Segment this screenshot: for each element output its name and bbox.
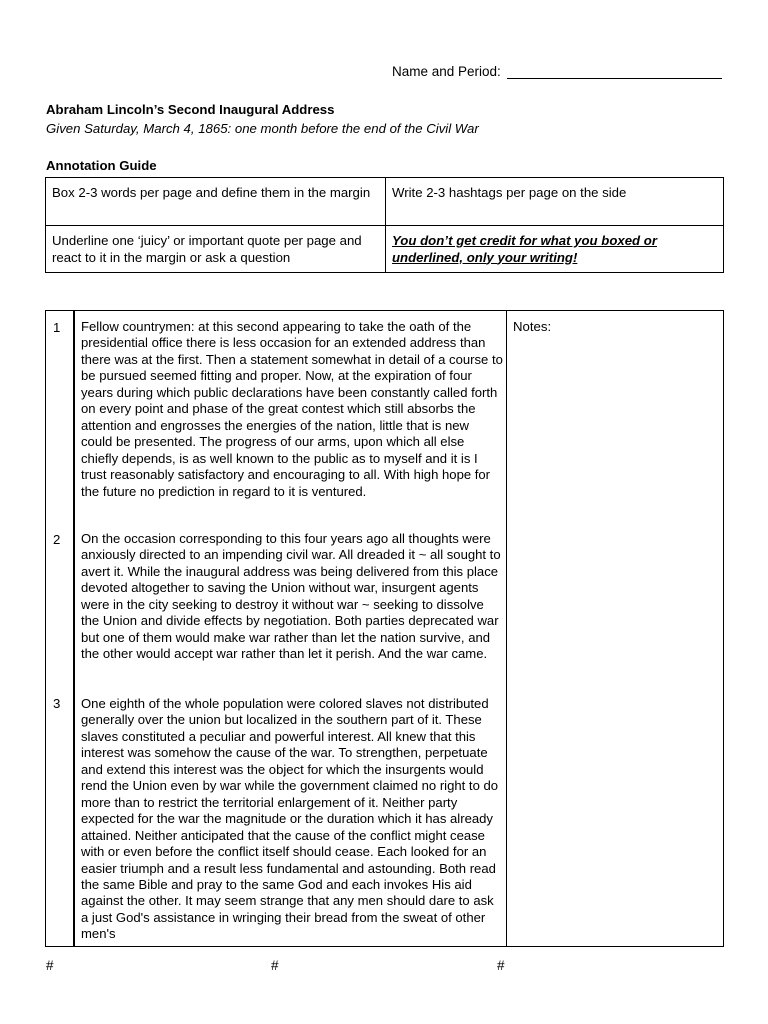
- guide-cell-credit-note: [386, 226, 724, 273]
- speech-text-column: [75, 311, 507, 946]
- guide-cell-hashtags: Write 2-3 hashtags per page on the side: [386, 178, 724, 226]
- notes-label: Notes:: [513, 319, 552, 334]
- name-period-field[interactable]: [392, 64, 722, 79]
- annotation-guide-table: [45, 177, 724, 273]
- document-title: Abraham Lincoln’s Second Inaugural Address: [46, 102, 335, 117]
- hashtag-slot: #: [271, 958, 279, 973]
- guide-cell-box-words: Box 2-3 words per page and define them in the margin: [46, 178, 386, 226]
- annotation-guide-heading: Annotation Guide: [46, 158, 157, 173]
- speech-text-table: [45, 310, 724, 947]
- name-period-label: Name and Period:: [392, 64, 501, 79]
- paragraph-number-column: [46, 311, 75, 946]
- credit-warning: You don’t get credit for what you boxed or underlined, only your writing!: [392, 233, 657, 265]
- paragraph-number: 3: [53, 696, 61, 711]
- paragraph-number: 1: [53, 320, 61, 335]
- document-subtitle: Given Saturday, March 4, 1865: one month before the end of the Civil War: [46, 121, 479, 136]
- speech-paragraph: One eighth of the whole population were colored slaves not distributed generally over the union but localized in the southern part of it. These slaves constituted a peculiar and powerful interest. All knew that this interest was somehow the cause of the war. To strengthen, perpetuate and extend this interest was the object for which the insurgents would rend the Union even by war while the government claimed no right to do more than to restrict the territorial enlargement of it. Neither party expected for the war the magnitude or the duration which it has already attained. Neither anticipated that the cause of the conflict might cease with or even before the conflict itself should cease. Each looked for an easier triumph and a result less fundamental and astounding. Both read the same Bible and pray to the same God and each invokes His aid against the other. It may seem strange that any men should dare to ask a just God's assistance in wringing their bread from the sweat of other men's: [81, 696, 499, 942]
- speech-paragraph: On the occasion corresponding to this four years ago all thoughts were anxiously directed to an impending civil war. All dreaded it ~ all sought to avert it. While the inaugural address was being delivered from this place devoted altogether to saving the Union without war, insurgent agents were in the city seeking to destroy it without war ~ seeking to dissolve the Union and divide effects by negotiation. Both parties deprecated war but one of them would make war rather than let the nation survive, and the other would accept war rather than let it perish. And the war came.: [81, 531, 501, 662]
- notes-column[interactable]: [507, 311, 723, 946]
- hashtag-slot: #: [46, 958, 54, 973]
- speech-paragraph: Fellow countrymen: at this second appearing to take the oath of the presidential office there is less occasion for an extended address than there was at the first. Then a statement somewhat in detail of a course to be pursued seemed fitting and proper. Now, at the expiration of four years during which public declarations have been constantly called forth on every point and phase of the great contest which still absorbs the attention and engrosses the energies of the nation, little that is new could be presented. The progress of our arms, upon which all else chiefly depends, is as well known to the public as to myself and it is I trust reasonably satisfactory and encouraging to all. With high hope for the future no prediction in regard to it is ventured.: [81, 319, 503, 499]
- name-period-blank-line[interactable]: [507, 64, 722, 79]
- guide-cell-underline-quote: Underline one ‘juicy’ or important quote per page and react to it in the margin or ask a question: [46, 226, 386, 273]
- paragraph-number: 2: [53, 532, 61, 547]
- hashtag-slot: #: [497, 958, 505, 973]
